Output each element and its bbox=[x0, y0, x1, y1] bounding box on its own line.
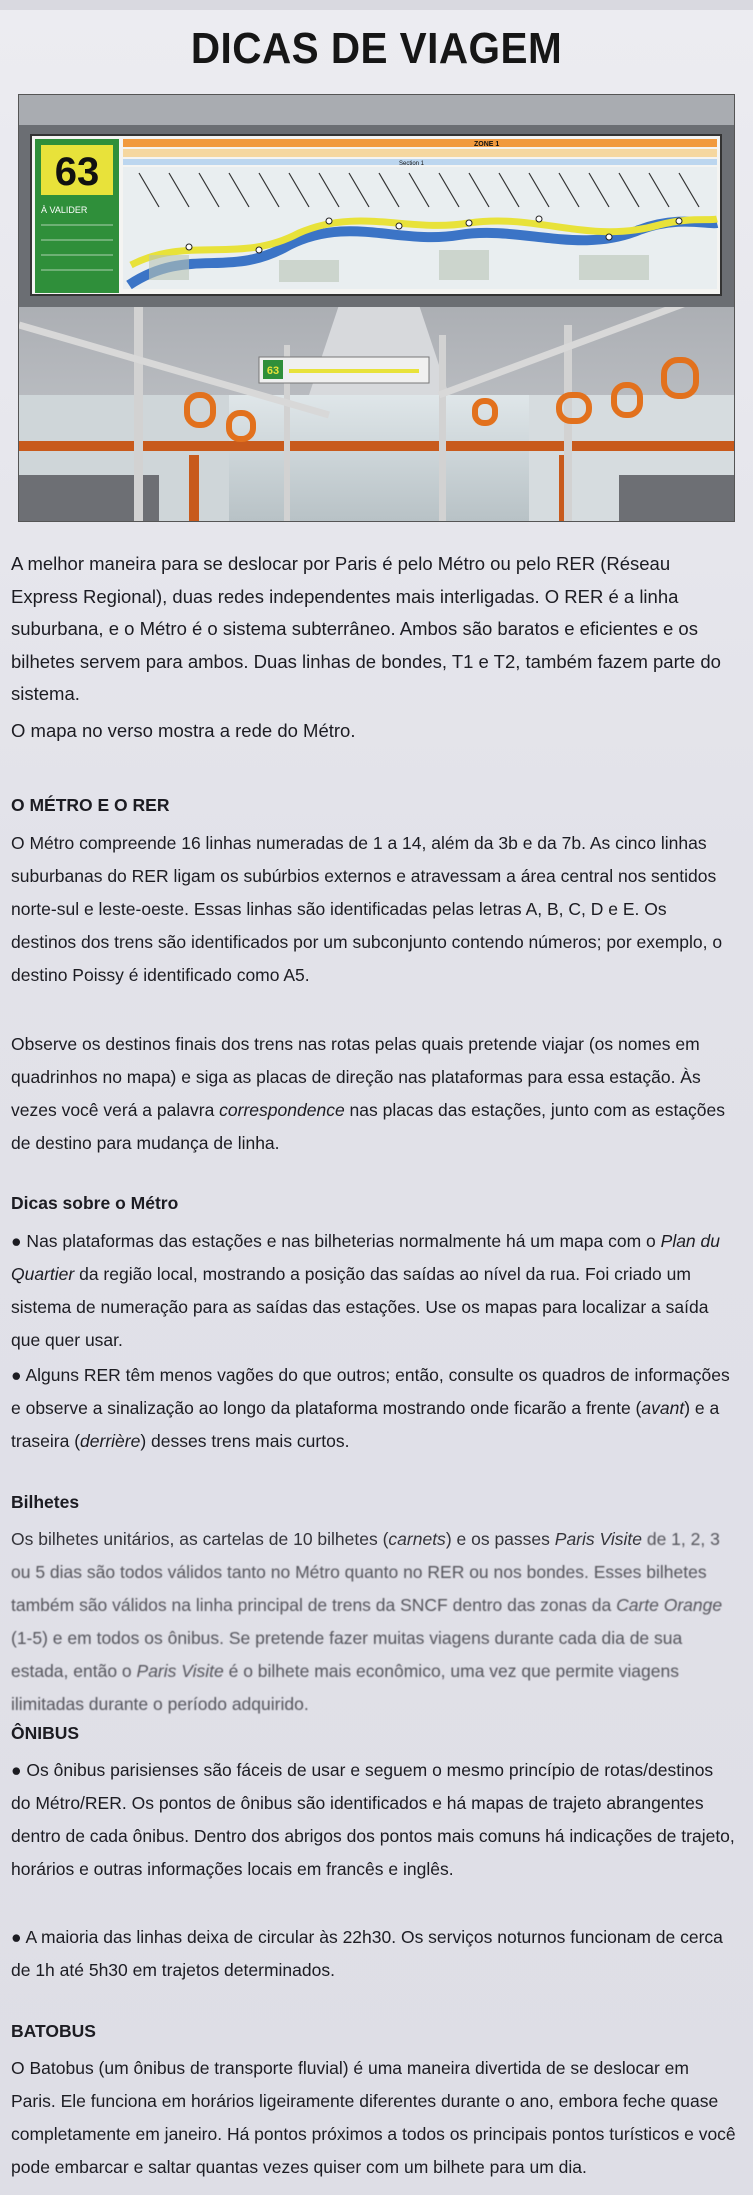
metro-rer-heading: O MÉTRO E O RER bbox=[11, 795, 170, 815]
derriere-word: derrière bbox=[80, 1431, 141, 1451]
top-strip bbox=[0, 0, 753, 10]
avant-word: avant bbox=[641, 1398, 685, 1418]
page-title: DICAS DE VIAGEM bbox=[190, 24, 563, 73]
intro-section bbox=[11, 548, 736, 711]
section-label: Section 1 bbox=[399, 161, 425, 167]
bus-bullet-1 bbox=[11, 1754, 736, 1886]
metro-tip-1 bbox=[11, 1225, 736, 1357]
intro-paragraph: A melhor maneira para se deslocar por Paris é pelo Métro ou pelo RER (Réseau Express Regional), duas redes independentes mais interligadas. O RER é a linha suburbana, e o Métro é o sistema subterrâneo. Ambos são baratos e eficientes e os bilhetes servem para ambos. Duas linhas de bondes, T1 e T2, também fazem parte do sistema. bbox=[11, 553, 721, 704]
plan-du-quartier: Plan du Quartier bbox=[11, 1231, 720, 1284]
line-number: 63 bbox=[54, 150, 100, 194]
validate-label: À VALIDER bbox=[41, 205, 88, 215]
tickets-text-1: Os bilhetes unitários, as cartelas de 10 bilhetes ( bbox=[11, 1529, 389, 1549]
tickets-text-5: é o bilhete mais econômico, uma vez que permite viagens ilimitadas durante o período adquirido. bbox=[11, 1661, 679, 1714]
destinations-text-b: nas placas das estações, junto com as estações de destino para mudança de linha. bbox=[11, 1100, 726, 1153]
bus-interior-photo bbox=[18, 94, 735, 522]
tickets-text-2: ) e os passes bbox=[445, 1529, 555, 1549]
correspondence-word: correspondence bbox=[219, 1100, 345, 1120]
tickets-text-3: de 1, 2, 3 ou 5 dias são todos válidos tanto no Métro quanto no RER ou nos bondes. Esses bilhetes também são válidos na linha principal de trens da SNCF dentro das zonas da bbox=[11, 1529, 720, 1615]
batobus-section bbox=[11, 2052, 736, 2184]
zone-label: ZONE 1 bbox=[474, 141, 500, 148]
tip1-text-a: ● Nas plataformas das estações e nas bilheterias normalmente há um mapa com o bbox=[11, 1231, 661, 1251]
bus-text-1: ● Os ônibus parisienses são fáceis de usar e seguem o mesmo princípio de rotas/destinos do Métro/RER. Os pontos de ônibus são identificados e há mapas de trajeto abrangentes dentro de cada ônibus. Dentro dos abrigos dos pontos mais comuns há indicações de trajeto, horários e outras informações locais em francês e inglês. bbox=[11, 1760, 735, 1879]
metro-tip-2 bbox=[11, 1359, 736, 1458]
map-note bbox=[11, 715, 736, 748]
bus-bullet-2 bbox=[11, 1921, 736, 1987]
metro-tips-heading: Dicas sobre o Métro bbox=[11, 1193, 179, 1213]
bus-text-2: ● A maioria das linhas deixa de circular às 22h30. Os serviços noturnos funcionam de cerca de 1h até 5h30 em trajetos determinados. bbox=[11, 1927, 723, 1980]
tip1-text-b: da região local, mostrando a posição das saídas ao nível da rua. Foi criado um sistema de numeração para as saídas das estações. Use os mapas para localizar a saída que quer usar. bbox=[11, 1264, 709, 1350]
batobus-text: O Batobus (um ônibus de transporte fluvial) é uma maneira divertida de se deslocar em Paris. Ele funciona em horários ligeiramente diferentes durante o ano, embora feche quase completamente em janeiro. Há pontos próximos a todos os principais pontos turísticos e você pode embarcar e saltar quantas vezes quiser com um bilhete para um dia. bbox=[11, 2058, 736, 2177]
tip2-text-c: ) desses trens mais curtos. bbox=[140, 1431, 350, 1451]
paris-visite-word-2: Paris Visite bbox=[136, 1661, 224, 1681]
carte-orange-word: Carte Orange bbox=[616, 1595, 723, 1615]
carnets-word: carnets bbox=[388, 1529, 446, 1549]
metro-rer-paragraph-1: O Métro compreende 16 linhas numeradas de 1 a 14, além da 3b e da 7b. As cinco linhas suburbanas do RER ligam os subúrbios externos e atravessam a área central nos sentidos norte-sul e leste-oeste. Essas linhas são identificadas pelas letras A, B, C, D e E. Os destinos dos trens são identificados por um subconjunto contendo números; por exemplo, o destino Poissy é identificado como A5. bbox=[11, 833, 723, 985]
tickets-text-4: (1-5) e em todos os ônibus. Se pretende fazer muitas viagens durante cada dia de sua estada, então o bbox=[11, 1628, 683, 1681]
destinations-text-a: Observe os destinos finais dos trens nas rotas pelas quais pretende viajar (os nomes em quadrinhos no mapa) e siga as placas de direção nas plataformas para essa estação. Às vezes você verá a palavra bbox=[11, 1034, 701, 1120]
tickets-paragraph bbox=[11, 1523, 736, 1721]
tip2-text-b: ) e a traseira ( bbox=[11, 1398, 720, 1451]
metro-rer-paragraph-2 bbox=[11, 1028, 736, 1160]
tickets-heading: Bilhetes bbox=[11, 1492, 80, 1512]
bus-interior-illustration bbox=[19, 95, 734, 521]
metro-rer-section bbox=[11, 827, 736, 992]
batobus-heading: BATOBUS bbox=[11, 2021, 96, 2041]
map-note-text: O mapa no verso mostra a rede do Métro. bbox=[11, 720, 356, 741]
paris-visite-word: Paris Visite bbox=[554, 1529, 642, 1549]
tip2-text-a: ● Alguns RER têm menos vagões do que outros; então, consulte os quadros de informações e observe a sinalização ao longo da plataforma mostrando onde ficarão a frente ( bbox=[11, 1365, 730, 1418]
rear-panel-number: 63 bbox=[266, 365, 280, 377]
bus-heading: ÔNIBUS bbox=[11, 1723, 80, 1743]
